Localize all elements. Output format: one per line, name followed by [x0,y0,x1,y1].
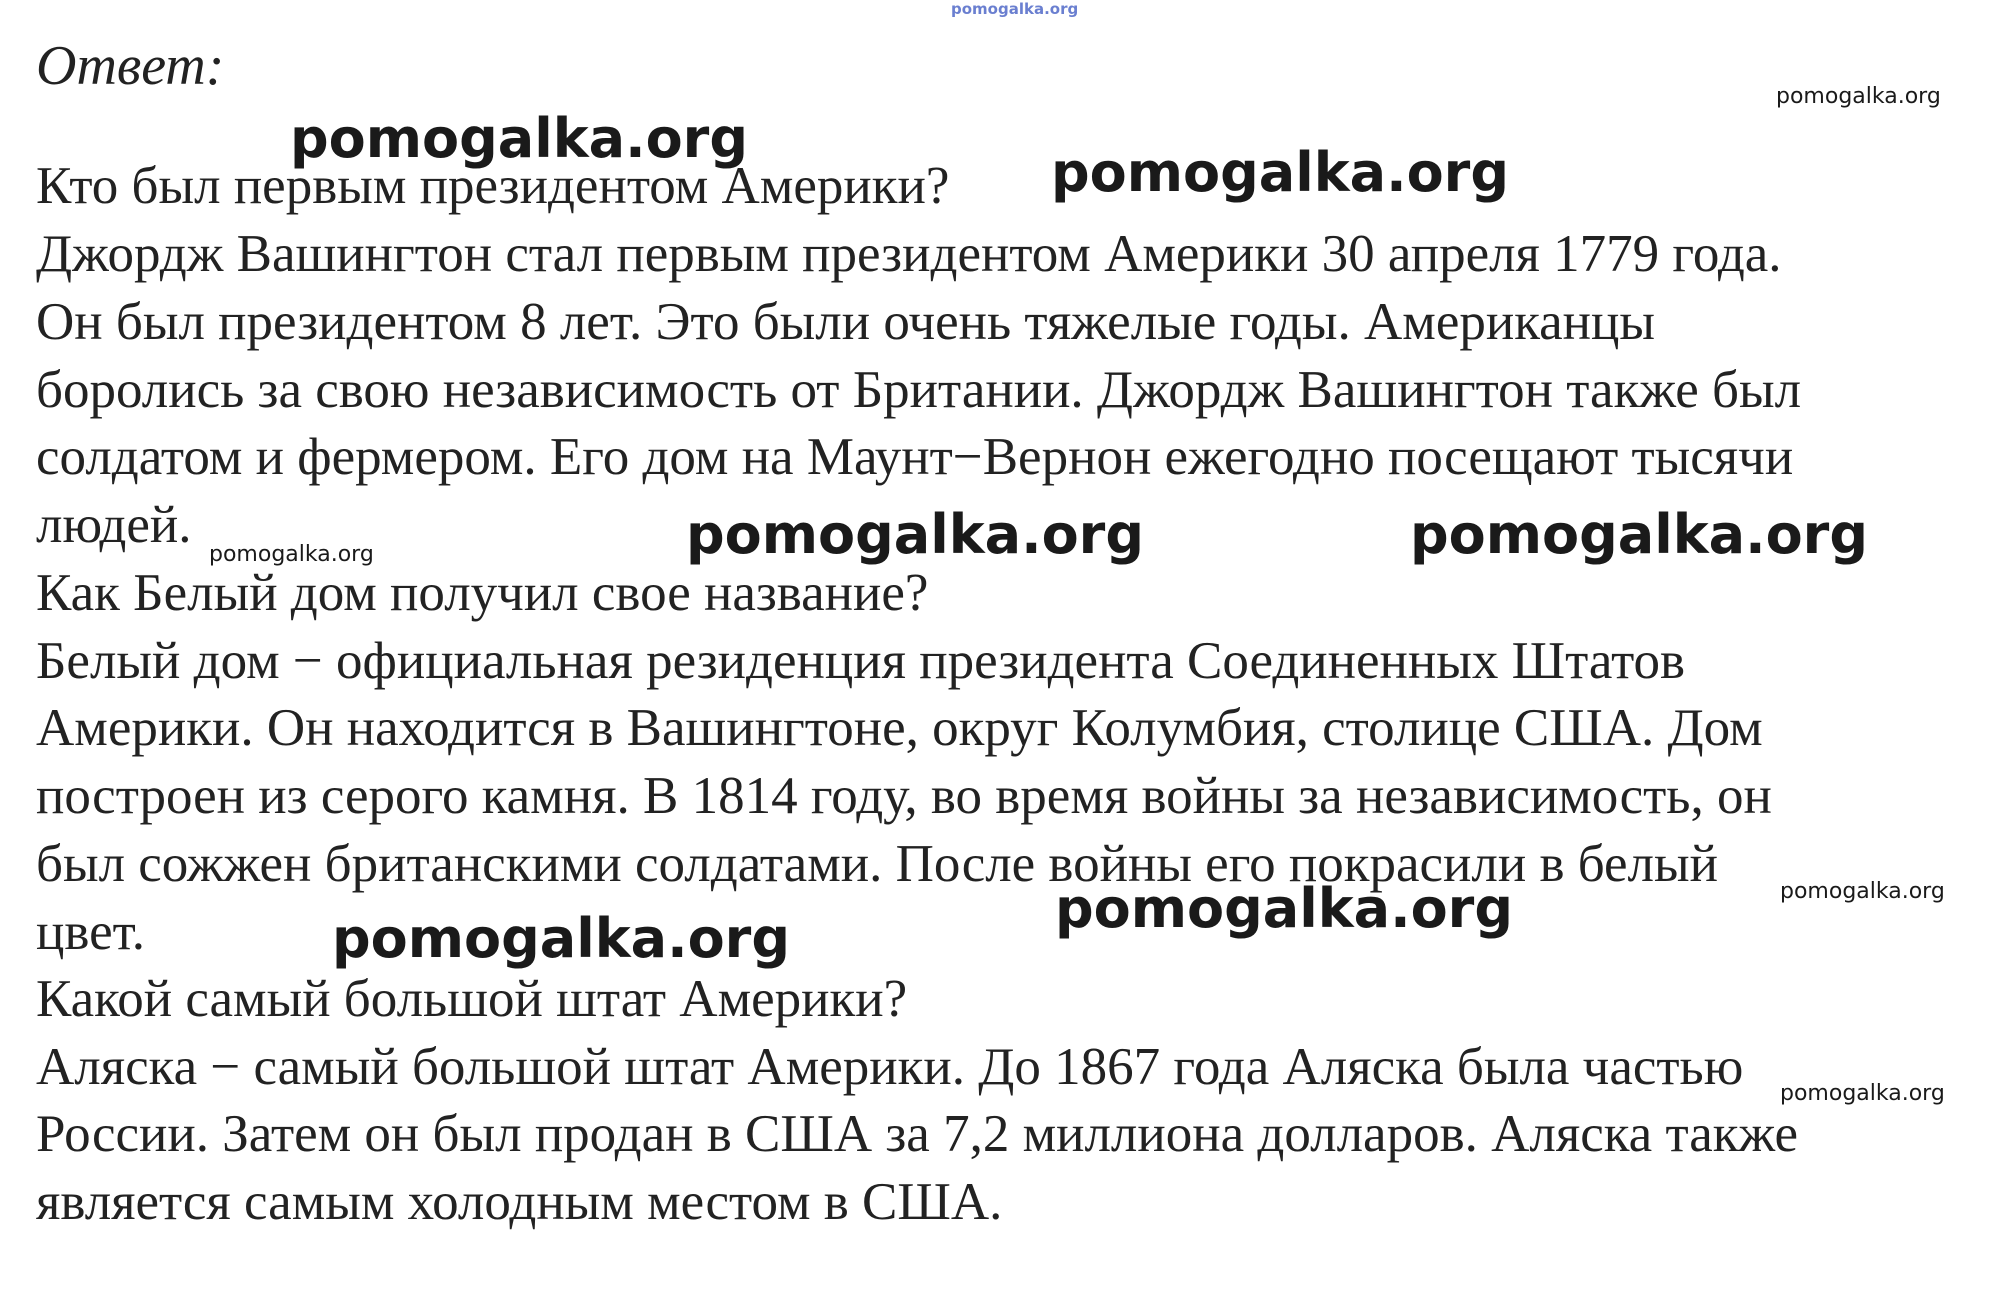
question-2: Как Белый дом получил свое название? [36,564,929,622]
answer-3-line-3: является самым холодным местом в США. [36,1173,1003,1231]
answer-2-line-2: Америки. Он находится в Вашингтоне, округ Колумбия, столице США. Дом [36,699,1763,757]
watermark-big-1: pomogalka.org [290,107,748,170]
question-3: Какой самый большой штат Америки? [36,970,908,1028]
watermark-small-3: pomogalka.org [1780,879,1945,904]
watermark-big-6: pomogalka.org [1055,877,1513,940]
watermark-small-2: pomogalka.org [209,542,374,567]
watermark-small-1: pomogalka.org [1776,84,1941,109]
watermark-big-2: pomogalka.org [1051,141,1509,204]
answer-2-line-5: цвет. [36,903,146,961]
watermark-big-4: pomogalka.org [1410,503,1868,566]
watermark-big-3: pomogalka.org [686,503,1144,566]
answer-1-line-1: Джордж Вашингтон стал первым президентом Америки 30 апреля 1779 года. [36,225,1782,283]
answer-2-line-1: Белый дом − официальная резиденция президента Соединенных Штатов [36,632,1686,690]
answer-2-line-3: построен из серого камня. В 1814 году, во время войны за независимость, он [36,767,1772,825]
answer-2-line-4: был сожжен британскими солдатами. После войны его покрасили в белый [36,835,1718,893]
answer-1-line-3: боролись за свою независимость от Британии. Джордж Вашингтон также был [36,361,1802,419]
watermark-big-5: pomogalka.org [332,907,790,970]
watermark-small-4: pomogalka.org [1780,1081,1945,1106]
watermark-top: pomogalka.org [951,0,1079,18]
answer-1-line-5: людей. [36,496,192,554]
answer-3-line-1: Аляска − самый большой штат Америки. До 1867 года Аляска была частью [36,1038,1744,1096]
question-1: Кто был первым президентом Америки? [36,157,950,215]
answer-1-line-2: Он был президентом 8 лет. Это были очень тяжелые годы. Американцы [36,293,1656,351]
answer-3-line-2: России. Затем он был продан в США за 7,2 миллиона долларов. Аляска также [36,1105,1798,1163]
answer-1-line-4: солдатом и фермером. Его дом на Маунт−Вернон ежегодно посещают тысячи [36,428,1794,486]
answer-heading: Ответ: [36,35,225,97]
